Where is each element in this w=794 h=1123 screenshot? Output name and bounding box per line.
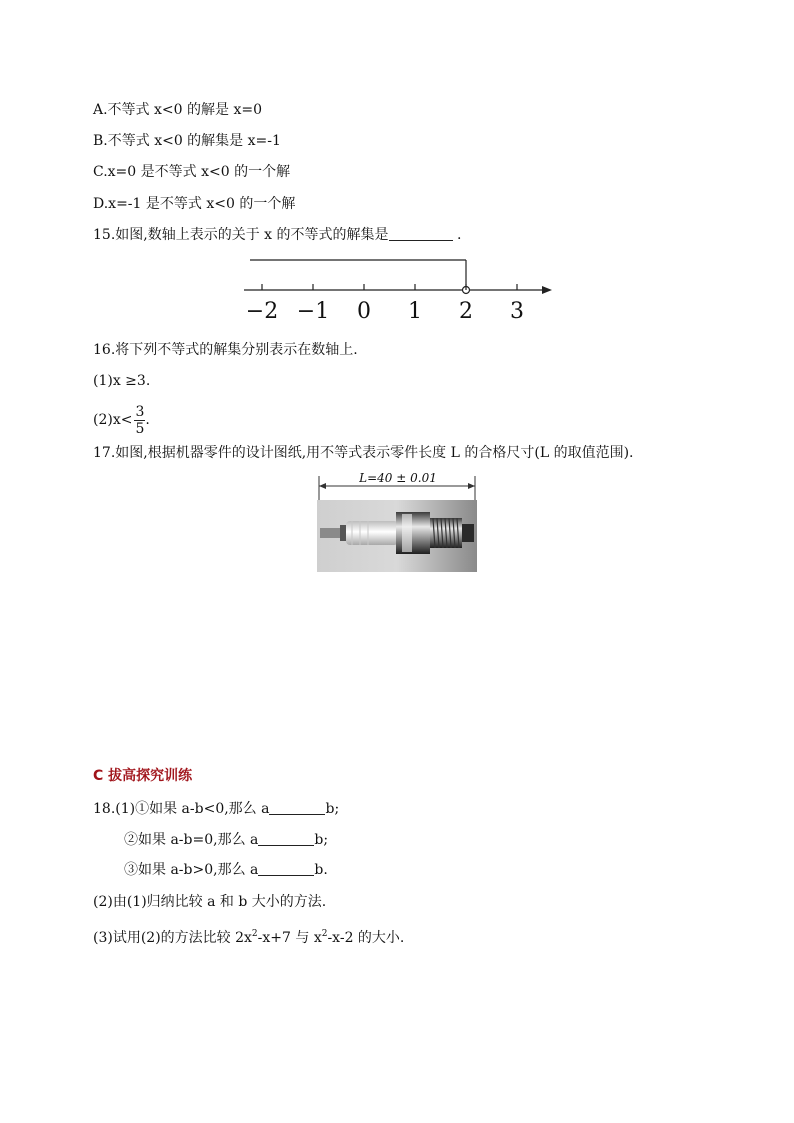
part2-tail: . bbox=[145, 412, 150, 428]
answer-blank bbox=[389, 226, 453, 241]
fraction-denominator: 5 bbox=[135, 420, 145, 437]
question-15-tail: . bbox=[456, 227, 462, 243]
q18-p3-prefix: ③如果 a-b>0,那么 a bbox=[124, 862, 259, 878]
plug-terminal bbox=[320, 528, 342, 538]
question-18-part1-c bbox=[124, 860, 328, 880]
dimension-arrow-right-icon bbox=[468, 483, 475, 489]
part2-prefix: (2)x< bbox=[93, 412, 133, 428]
question-18-part1-a bbox=[93, 799, 339, 819]
section-c-title: C 拔高探究训练 bbox=[93, 768, 193, 784]
q18-part3-b: -x+7 与 x bbox=[257, 930, 322, 946]
question-18-part1-b bbox=[124, 830, 328, 850]
question-16: 16.将下列不等式的解集分别表示在数轴上. bbox=[93, 342, 358, 358]
question-15 bbox=[93, 225, 461, 245]
hex-highlight bbox=[402, 514, 412, 552]
answer-blank bbox=[258, 831, 314, 846]
superscript: 2 bbox=[321, 929, 328, 939]
q18-p2-suffix: b; bbox=[314, 832, 329, 848]
plug-electrode bbox=[462, 524, 474, 542]
question-16-part2 bbox=[93, 400, 150, 440]
fraction-numerator: 3 bbox=[135, 403, 145, 420]
fraction bbox=[134, 404, 145, 437]
q18-p2-prefix: ②如果 a-b=0,那么 a bbox=[124, 832, 259, 848]
number-line-tick-label: 0 bbox=[357, 299, 371, 324]
question-16-part1: (1)x ≥3. bbox=[93, 373, 151, 389]
number-line-tick-label: −2 bbox=[245, 299, 279, 324]
number-line-tick-label: 3 bbox=[510, 299, 524, 324]
axis-arrow-icon bbox=[542, 286, 552, 294]
dimension-label: L=40 ± 0.01 bbox=[359, 471, 437, 485]
q18-part3-c: -x-2 的大小. bbox=[327, 930, 405, 946]
question-18-part2: (2)由(1)归纳比较 a 和 b 大小的方法. bbox=[93, 894, 327, 910]
q18-p1-suffix: b; bbox=[325, 801, 340, 817]
number-line-tick-label: 2 bbox=[459, 299, 473, 324]
superscript: 2 bbox=[251, 929, 258, 939]
plug-hex-body bbox=[396, 512, 430, 554]
number-line-tick-label: 1 bbox=[408, 299, 422, 324]
plug-insulator bbox=[346, 521, 398, 545]
number-line-figure bbox=[236, 250, 566, 326]
number-line-tick-label: −1 bbox=[296, 299, 330, 324]
q18-p1-prefix: 18.(1)①如果 a-b<0,那么 a bbox=[93, 801, 270, 817]
question-18-part3 bbox=[93, 924, 404, 948]
q18-p3-suffix: b. bbox=[314, 862, 328, 878]
q18-part3-a: (3)试用(2)的方法比较 2x bbox=[93, 930, 252, 946]
plug-terminal-nut bbox=[340, 525, 346, 541]
question-15-text: 15.如图,数轴上表示的关于 x 的不等式的解集是 bbox=[93, 227, 389, 243]
option-d: D.x=-1 是不等式 x<0 的一个解 bbox=[93, 196, 296, 212]
answer-blank bbox=[269, 800, 325, 815]
option-a: A.不等式 x<0 的解是 x=0 bbox=[93, 102, 262, 118]
spark-plug-figure bbox=[316, 470, 480, 574]
question-17: 17.如图,根据机器零件的设计图纸,用不等式表示零件长度 L 的合格尺寸(L 的取值范围). bbox=[93, 445, 634, 461]
option-c: C.x=0 是不等式 x<0 的一个解 bbox=[93, 164, 291, 180]
dimension-arrow-left-icon bbox=[319, 483, 326, 489]
option-b: B.不等式 x<0 的解集是 x=-1 bbox=[93, 133, 281, 149]
answer-blank bbox=[258, 861, 314, 876]
